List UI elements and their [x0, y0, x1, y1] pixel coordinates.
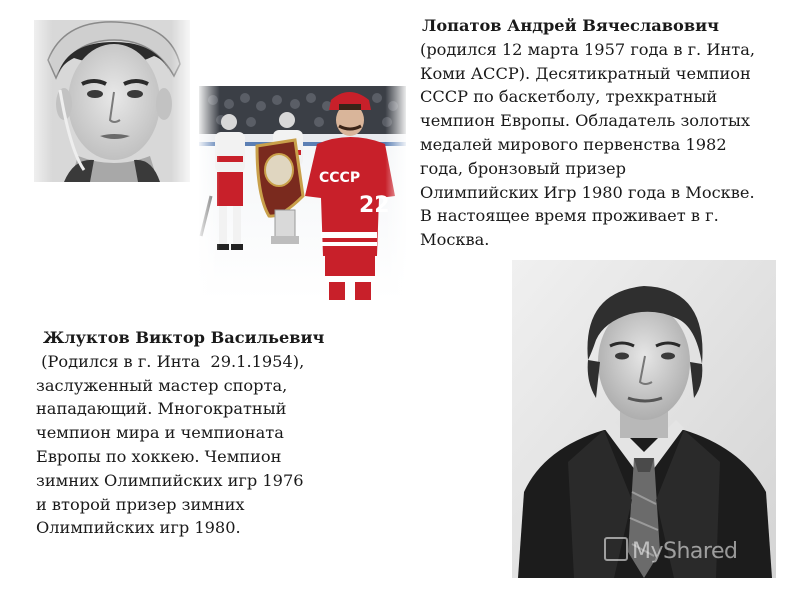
zhluktov-bio-line: и второй призер зимних	[36, 494, 245, 514]
zhluktov-bio-line: зимних Олимпийских игр 1976	[36, 470, 304, 490]
myshared-watermark	[604, 537, 737, 564]
lopatov-bio-line: чемпион Европы. Обладатель золотых	[420, 111, 751, 131]
lopatov-name: Лопатов Андрей Вячеславович	[422, 16, 719, 35]
zhluktov-bio-line: Олимпийских игр 1980.	[36, 518, 241, 538]
zhluktov-portrait-image	[34, 20, 190, 182]
zhluktov-portrait-photo	[34, 20, 190, 182]
zhluktov-bio-line: (Родился в г. Инта 29.1.1954),	[36, 351, 305, 371]
lopatov-bio-line: В настоящее время проживает в г.	[420, 206, 719, 226]
watermark-text: MyShared	[632, 539, 738, 564]
zhluktov-bio-line: заслуженный мастер спорта,	[36, 375, 288, 395]
zhluktov-bio-line: чемпион мира и чемпионата	[36, 423, 284, 443]
lopatov-portrait-image	[504, 252, 784, 586]
hockey-team-photo	[199, 86, 406, 300]
lopatov-bio	[420, 14, 790, 252]
lopatov-bio-line: Коми АССР). Десятикратный чемпион	[420, 63, 751, 83]
zhluktov-bio-line: нападающий. Многократный	[36, 399, 287, 419]
lopatov-bio-line: медалей мирового первенства 1982	[420, 134, 727, 154]
zhluktov-bio	[36, 326, 376, 540]
lopatov-portrait-photo	[504, 252, 784, 586]
lopatov-bio-line: Олимпийских Игр 1980 года в Москве.	[420, 182, 755, 202]
lopatov-bio-line: Москва.	[420, 230, 490, 250]
lopatov-bio-line: (родился 12 марта 1957 года в г. Инта,	[420, 39, 756, 59]
lopatov-bio-line: СССР по баскетболу, трехкратный	[420, 87, 718, 107]
myshared-logo-icon	[604, 537, 628, 561]
lopatov-bio-line: года, бронзовый призер	[420, 158, 626, 178]
zhluktov-bio-line: Европы по хоккею. Чемпион	[36, 446, 282, 466]
zhluktov-name: Жлуктов Виктор Васильевич	[43, 328, 325, 347]
hockey-team-image	[199, 86, 406, 300]
